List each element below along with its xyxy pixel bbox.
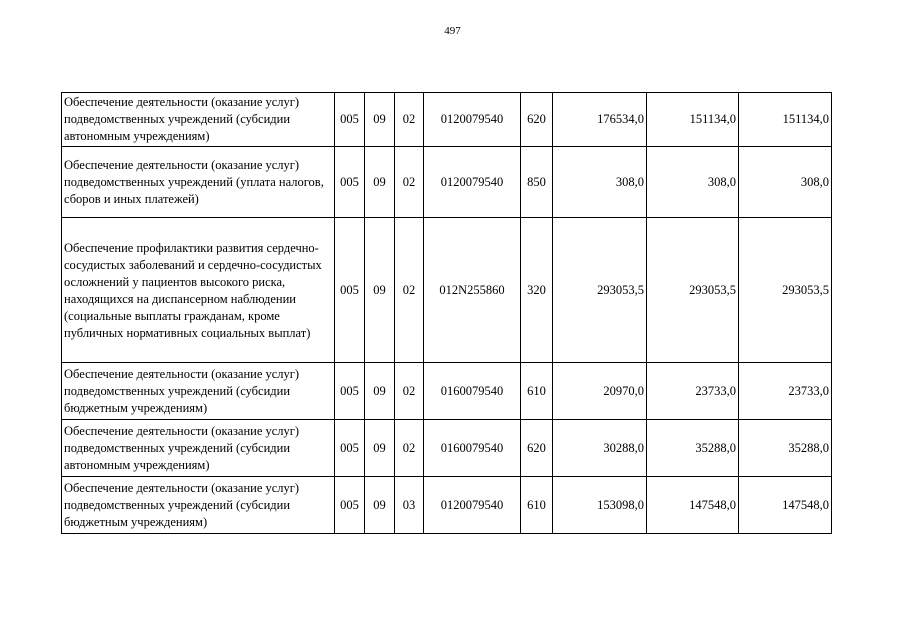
subsection-code: 03 — [395, 477, 424, 534]
ministry-code: 005 — [335, 218, 365, 363]
ministry-code: 005 — [335, 477, 365, 534]
row-description: Обеспечение деятельности (оказание услуг) подведомственных учреждений (уплата налогов, сборов и иных платежей) — [62, 147, 335, 218]
amount-year-3: 35288,0 — [739, 420, 832, 477]
amount-year-3: 308,0 — [739, 147, 832, 218]
ministry-code: 005 — [335, 147, 365, 218]
section-code: 09 — [365, 363, 395, 420]
ministry-code: 005 — [335, 420, 365, 477]
ministry-code: 005 — [335, 363, 365, 420]
budget-table — [61, 92, 832, 534]
amount-year-1: 293053,5 — [553, 218, 647, 363]
subsection-code: 02 — [395, 363, 424, 420]
target-article-code: 0120079540 — [424, 147, 521, 218]
subsection-code: 02 — [395, 218, 424, 363]
section-code: 09 — [365, 477, 395, 534]
target-article-code: 0160079540 — [424, 420, 521, 477]
expense-type-code: 620 — [521, 420, 553, 477]
target-article-code: 0120079540 — [424, 477, 521, 534]
amount-year-2: 308,0 — [647, 147, 739, 218]
amount-year-2: 23733,0 — [647, 363, 739, 420]
amount-year-2: 147548,0 — [647, 477, 739, 534]
amount-year-3: 151134,0 — [739, 93, 832, 147]
ministry-code: 005 — [335, 93, 365, 147]
amount-year-1: 30288,0 — [553, 420, 647, 477]
table-row — [62, 477, 832, 534]
section-code: 09 — [365, 218, 395, 363]
expense-type-code: 850 — [521, 147, 553, 218]
page-number: 497 — [444, 25, 461, 37]
subsection-code: 02 — [395, 420, 424, 477]
amount-year-1: 308,0 — [553, 147, 647, 218]
expense-type-code: 620 — [521, 93, 553, 147]
amount-year-1: 176534,0 — [553, 93, 647, 147]
amount-year-3: 147548,0 — [739, 477, 832, 534]
row-description: Обеспечение деятельности (оказание услуг) подведомственных учреждений (субсидии автономным учреждениям) — [62, 93, 335, 147]
expense-type-code: 610 — [521, 363, 553, 420]
amount-year-3: 293053,5 — [739, 218, 832, 363]
table-row — [62, 363, 832, 420]
section-code: 09 — [365, 147, 395, 218]
amount-year-2: 35288,0 — [647, 420, 739, 477]
expense-type-code: 610 — [521, 477, 553, 534]
table-row — [62, 420, 832, 477]
section-code: 09 — [365, 93, 395, 147]
section-code: 09 — [365, 420, 395, 477]
target-article-code: 0160079540 — [424, 363, 521, 420]
amount-year-2: 293053,5 — [647, 218, 739, 363]
subsection-code: 02 — [395, 93, 424, 147]
target-article-code: 012N255860 — [424, 218, 521, 363]
row-description: Обеспечение деятельности (оказание услуг) подведомственных учреждений (субсидии бюджетным учреждениям) — [62, 477, 335, 534]
amount-year-2: 151134,0 — [647, 93, 739, 147]
row-description: Обеспечение профилактики развития сердечно-сосудистых заболеваний и сердечно-сосудистых осложнений у пациентов высокого риска, находящихся на диспансерном наблюдении (социальные выплаты гражданам, кроме публичных нормативных социальных выплат) — [62, 218, 335, 363]
row-description: Обеспечение деятельности (оказание услуг) подведомственных учреждений (субсидии автономным учреждениям) — [62, 420, 335, 477]
subsection-code: 02 — [395, 147, 424, 218]
amount-year-1: 20970,0 — [553, 363, 647, 420]
table-row — [62, 93, 832, 147]
table-row — [62, 218, 832, 363]
row-description: Обеспечение деятельности (оказание услуг) подведомственных учреждений (субсидии бюджетным учреждениям) — [62, 363, 335, 420]
amount-year-1: 153098,0 — [553, 477, 647, 534]
amount-year-3: 23733,0 — [739, 363, 832, 420]
expense-type-code: 320 — [521, 218, 553, 363]
target-article-code: 0120079540 — [424, 93, 521, 147]
table-row — [62, 147, 832, 218]
